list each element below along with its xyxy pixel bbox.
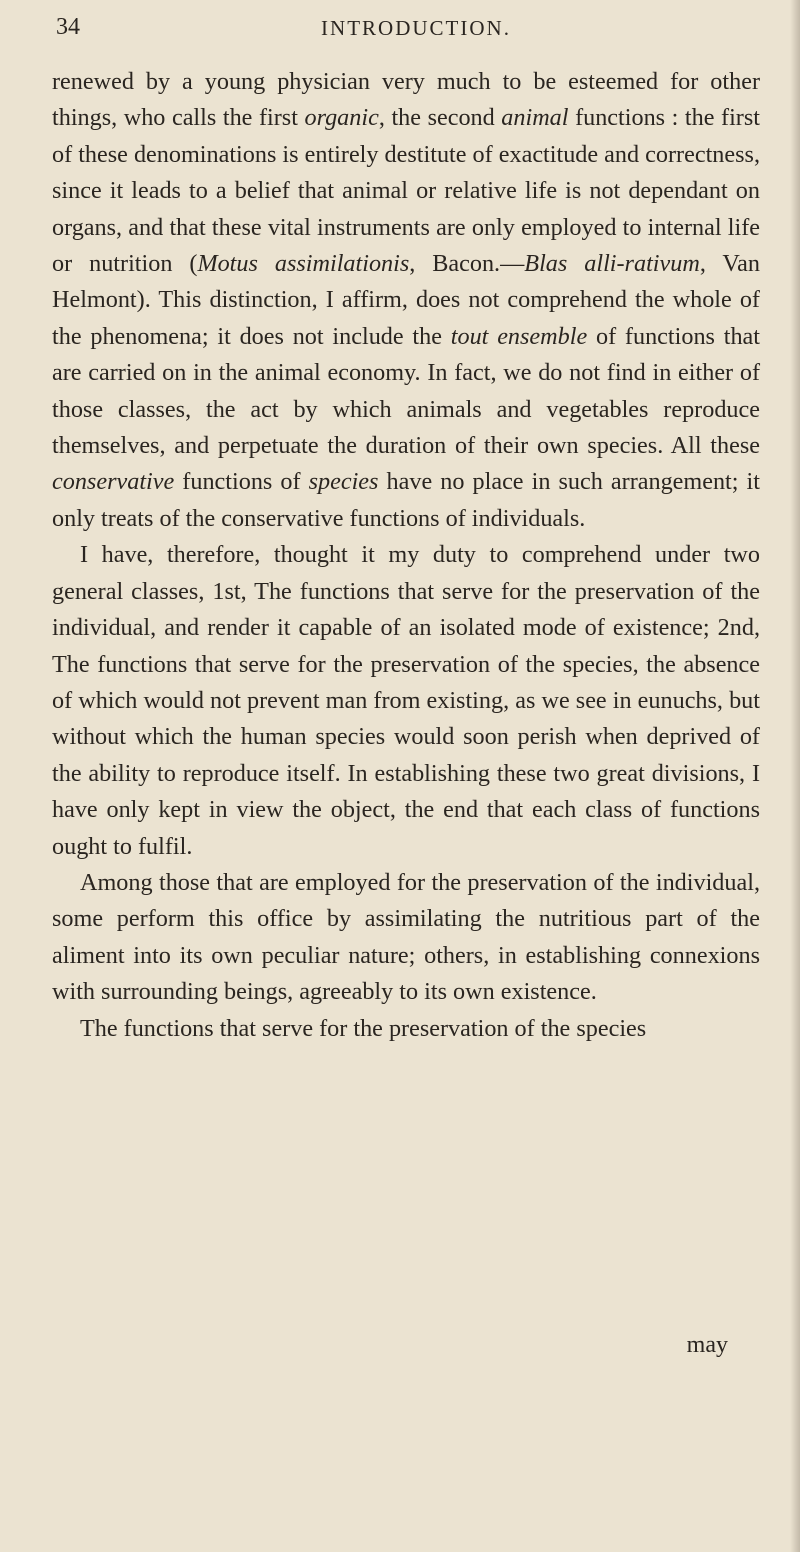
paragraph bbox=[52, 865, 760, 1011]
text-run: have no place in such arrangement; it only treats of the conservative functions of individuals. bbox=[52, 468, 760, 532]
page-number: 34 bbox=[56, 14, 80, 40]
text-run: functions of bbox=[174, 468, 309, 496]
text-run: renewed by a young physician very much to be esteemed for other things, who calls the first bbox=[52, 68, 760, 132]
text-run: , the second bbox=[378, 104, 502, 132]
italic-term: Blas alli-rativum bbox=[524, 250, 700, 278]
page-header bbox=[56, 10, 756, 50]
italic-term: conservative bbox=[52, 468, 175, 496]
paragraph bbox=[52, 64, 760, 537]
italic-term: animal bbox=[501, 104, 569, 132]
text-run: I have, therefore, thought it my duty to comprehend under two general classes, 1st, The functions that serve for the preservation of the individual, and render it capable of an isolated mode of existence; 2nd, The functions that serve for the preservation of the species, the absence of which would not prevent man from existing, as we see in eunuchs, but without which the human species would soon perish when deprived of the ability to reproduce itself. In establishing these two great divisions, I have only kept in view the object, the end that each class of functions ought to fulfil. bbox=[52, 541, 760, 860]
italic-term: organic bbox=[304, 104, 379, 132]
text-run: The functions that serve for the preservation of the species bbox=[80, 1014, 647, 1042]
text-run: of functions that are carried on in the animal economy. In fact, we do not find in either of those classes, the act by which animals and vegetables reproduce themselves, and perpetuate the duration of their own species. All these bbox=[52, 322, 761, 460]
page-edge-shadow bbox=[790, 0, 800, 1552]
body-text bbox=[52, 64, 760, 1047]
text-run: , Van Helmont). This distinction, I affirm, does not comprehend the whole of the phenomena; it does not include the bbox=[52, 250, 760, 350]
italic-term: Motus assimilationis bbox=[197, 250, 410, 278]
italic-term: tout ensemble bbox=[450, 322, 588, 350]
italic-term: species bbox=[308, 468, 379, 496]
paragraph bbox=[52, 1011, 760, 1047]
catchword: may bbox=[686, 1332, 728, 1358]
text-run: , Bacon.— bbox=[409, 250, 525, 278]
paragraph bbox=[52, 537, 760, 865]
text-run: functions : the first of these denominations is entirely destitute of exactitude and correctness, since it leads to a belief that animal or relative life is not dependant on organs, and that these vital instruments are only employed to internal life or nutrition ( bbox=[52, 104, 760, 278]
running-head: INTRODUCTION. bbox=[321, 16, 511, 40]
text-run: Among those that are employed for the preservation of the individual, some perform this office by assimilating the nutritious part of the aliment into its own peculiar nature; others, in establishing connexions with surrounding beings, agreeably to its own existence. bbox=[52, 868, 760, 1006]
